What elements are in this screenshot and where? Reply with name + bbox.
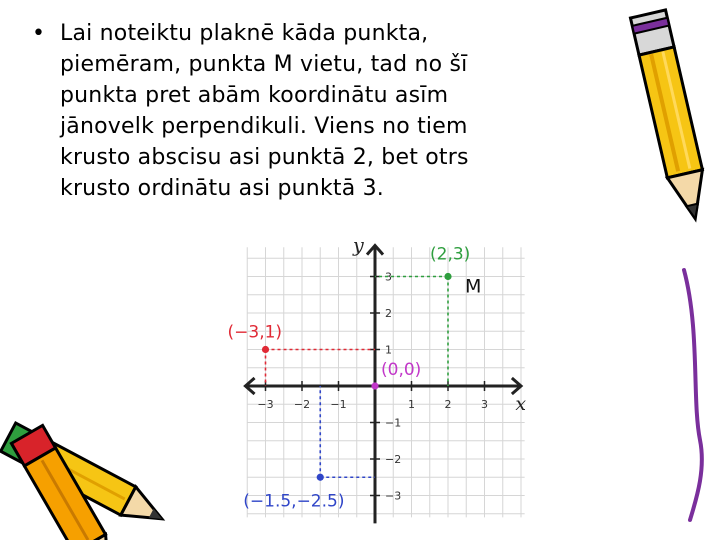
point-label: (2,3): [430, 244, 471, 265]
point-marker: [262, 346, 269, 353]
text-line-3: punkta pret abām koordinātu asīm: [60, 83, 449, 108]
text-line-6: krusto ordinātu asi punktā 3.: [60, 176, 384, 201]
x-tick-label: 2: [444, 398, 452, 411]
point-marker: [317, 474, 324, 481]
point-marker: [371, 382, 378, 389]
point-label: (−3,1): [227, 322, 283, 343]
point-label: (0,0): [381, 360, 422, 380]
x-tick-label: 1: [408, 398, 415, 411]
bullet-marker: •: [32, 21, 45, 46]
point-name-label: M: [465, 275, 482, 298]
point-label: (−1.5,−2.5): [243, 491, 345, 512]
grid: [247, 244, 527, 517]
x-tick-label: −3: [257, 398, 274, 411]
y-tick-label: 1: [385, 343, 392, 357]
y-tick-label: −1: [385, 416, 402, 430]
x-axis-label: x: [515, 393, 527, 415]
text-line-5: krusto abscisu asi punktā 2, bet otrs: [60, 145, 469, 170]
y-tick-label: 2: [385, 307, 392, 320]
y-tick-label: −3: [385, 489, 402, 503]
x-tick-label: −1: [330, 398, 347, 411]
x-tick-label: 3: [481, 398, 488, 411]
text-line-1: Lai noteiktu plaknē kāda punkta,: [60, 21, 429, 46]
y-tick-label: 3: [385, 270, 392, 284]
x-tick-label: −2: [293, 398, 311, 411]
y-axis-label: y: [353, 234, 364, 257]
point-marker: [444, 273, 451, 280]
y-tick-label: −2: [385, 453, 402, 466]
text-line-2: piemēram, punkta M vietu, tad no šī: [60, 52, 468, 77]
text-line-4: jānovelk perpendikuli. Viens no tiem: [60, 114, 468, 139]
